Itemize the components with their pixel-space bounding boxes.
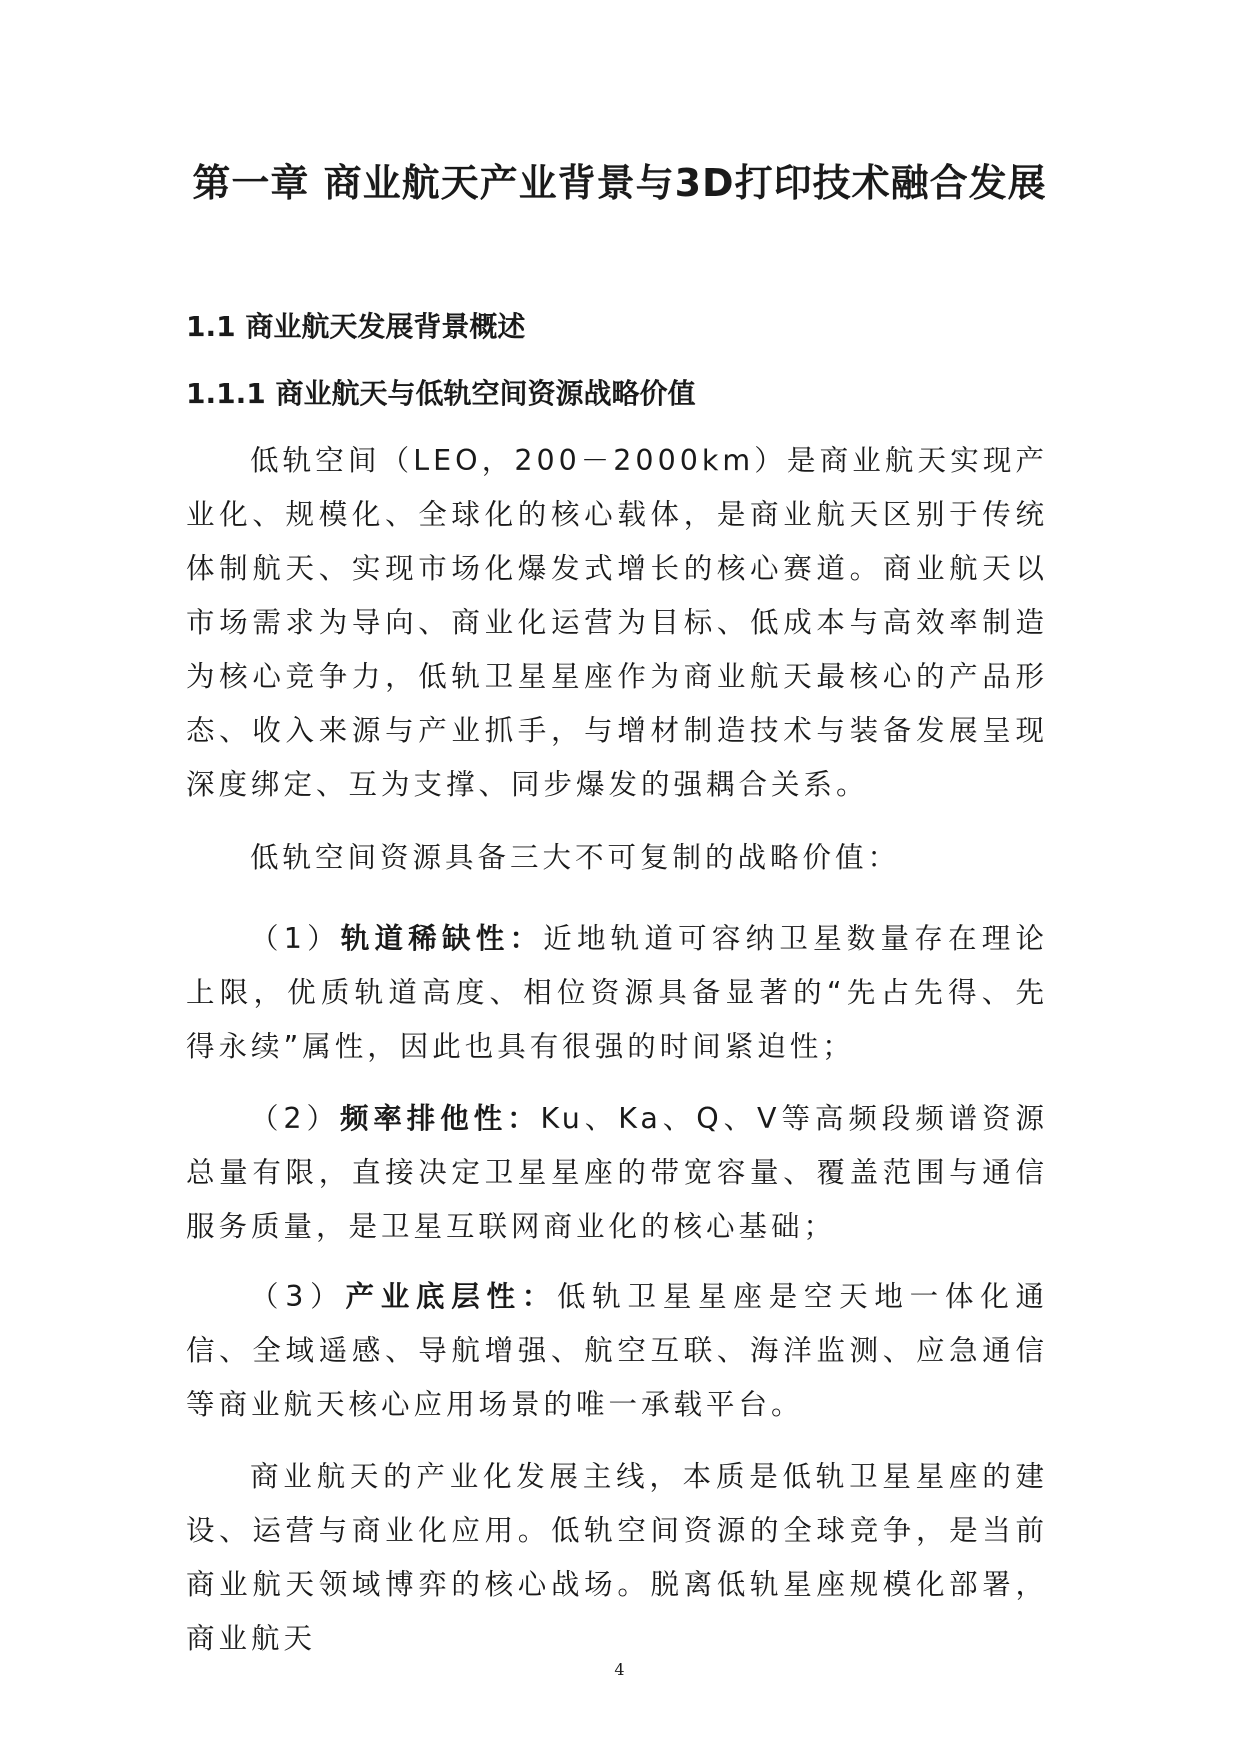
list-item-term: 轨道稀缺性： bbox=[340, 922, 544, 955]
list-item-number: （3） bbox=[250, 1280, 346, 1313]
paragraph-leo-overview: 低轨空间（LEO，200－2000km）是商业航天实现产业化、规模化、全球化的核心载体，是商业航天区别于传统体制航天、实现市场化爆发式增长的核心赛道。商业航天以市场需求为导向、商业化运营为目标、低成本与高效率制造为核心竞争力，低轨卫星星座作为商业航天最核心的产品形态、收入来源与产业抓手，与增材制造技术与装备发展呈现深度绑定、互为支撑、同步爆发的强耦合关系。 bbox=[186, 444, 1048, 801]
page-number: 4 bbox=[614, 1660, 625, 1679]
chapter-title: 第一章 商业航天产业背景与3D打印技术融合发展 bbox=[192, 161, 1047, 205]
list-item-text: 近地轨道可容纳卫星数量存在理论上限，优质轨道高度、相位资源具备显著的“先占先得、先得永续”属性，因此也具有很强的时间紧迫性； bbox=[186, 922, 1048, 1063]
list-item-text: Ku、Ka、Q、V等高频段频谱资源总量有限，直接决定卫星星座的带宽容量、覆盖范围与通信服务质量，是卫星互联网商业化的核心基础； bbox=[186, 1102, 1048, 1243]
paragraph-strategic-value-intro: 低轨空间资源具备三大不可复制的战略价值： bbox=[250, 841, 901, 874]
list-item-number: （2） bbox=[250, 1102, 340, 1135]
subsection-heading: 1.1.1 商业航天与低轨空间资源战略价值 bbox=[186, 377, 696, 410]
list-item-frequency-exclusivity bbox=[186, 1092, 1048, 1254]
paragraph-industry-mainline: 商业航天的产业化发展主线，本质是低轨卫星星座的建设、运营与商业化应用。低轨空间资源的全球竞争，是当前商业航天领域博弈的核心战场。脱离低轨星座规模化部署，商业航天 bbox=[186, 1460, 1048, 1655]
list-item-orbit-scarcity bbox=[186, 912, 1048, 1074]
list-item-number: （1） bbox=[250, 922, 341, 955]
list-item-text: 低轨卫星星座是空天地一体化通信、全域遥感、导航增强、航空互联、海洋监测、应急通信等商业航天核心应用场景的唯一承载平台。 bbox=[186, 1280, 1048, 1421]
list-item-term: 频率排他性： bbox=[339, 1102, 541, 1135]
section-heading: 1.1 商业航天发展背景概述 bbox=[186, 310, 526, 343]
list-item-industry-foundation bbox=[186, 1270, 1048, 1432]
list-item-term: 产业底层性： bbox=[345, 1280, 558, 1313]
